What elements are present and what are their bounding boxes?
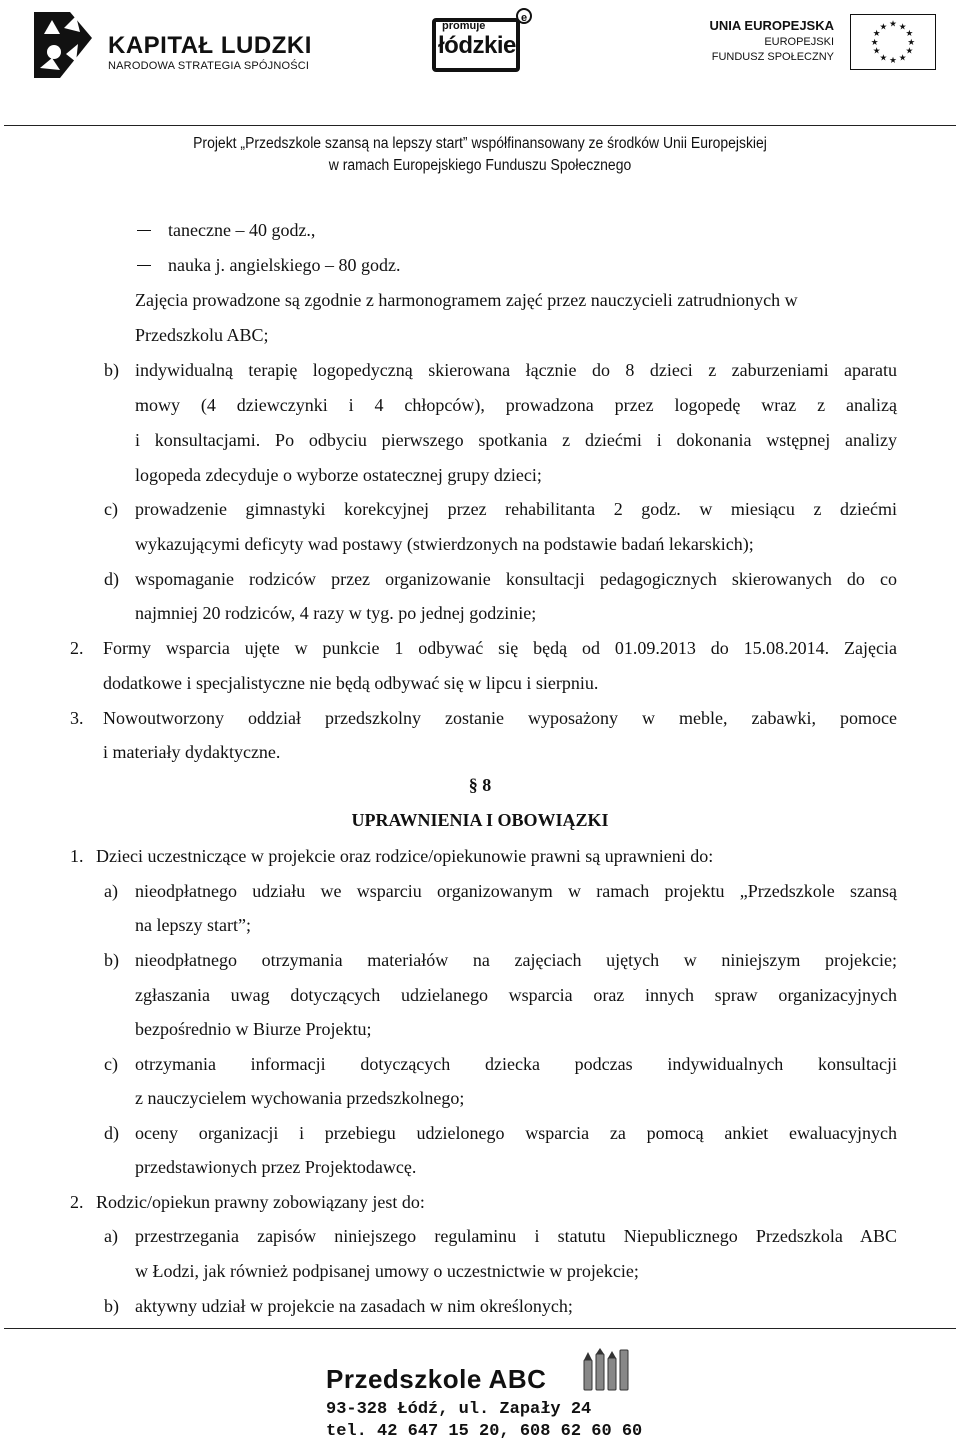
list-marker: 1. [70,846,84,866]
paragraph-line: na lepszy start”; [135,915,251,935]
section-number: § 8 [468,775,492,795]
svg-text:★: ★ [889,56,897,67]
svg-text:★: ★ [879,22,888,33]
paragraph-line: aktywny udział w projekcie na zasadach w nim określonych; [135,1296,573,1316]
footer-logo [320,1348,660,1444]
paragraph-line: przestrzegania zapisów niniejszego regulaminu i statutu Niepublicznego Przedszkola ABC [135,1226,897,1246]
dash-bullet-icon [137,230,151,231]
crayons-icon [578,1348,638,1392]
paragraph-line: prowadzenie gimnastyki korekcyjnej przez rehabilitanta 2 godz. w miesiącu z dziećmi [135,499,897,519]
kapital-ludzki-logo [30,6,312,86]
paragraph-line: logopeda zdecyduje o wyborze ostatecznej grupy dzieci; [135,465,542,485]
footer-address: 93-328 Łódź, ul. Zapały 24 [326,1400,592,1419]
paragraph-line: Zajęcia prowadzone są zgodnie z harmonogramem zajęć przez nauczycieli zatrudnionych w [135,290,798,310]
lodzkie-e-mark-icon: e [516,8,532,24]
kapital-ludzki-subtitle: NARODOWA STRATEGIA SPÓJNOŚCI [108,60,310,72]
paragraph-line: mowy (4 dziewczynki i 4 chłopców), prowadzona przez logopedę wraz z analizą [135,395,897,415]
list-marker: a) [104,881,118,901]
section-title: UPRAWNIENIA I OBOWIĄZKI [351,810,609,830]
list-marker: b) [104,360,119,380]
list-marker: 2. [70,1192,84,1212]
svg-text:★: ★ [907,37,916,48]
svg-text:★: ★ [872,46,881,57]
paragraph-line: indywidualną terapię logopedyczną skierowana łącznie do 8 dzieci z zaburzeniami aparatu [135,360,897,380]
list-marker: 3. [70,708,84,728]
paragraph-line: Dzieci uczestniczące w projekcie oraz rodzice/opiekunowie prawni są uprawnieni do: [96,846,714,866]
eu-logo-line3: FUNDUSZ SPOŁECZNY [711,51,834,63]
svg-text:★: ★ [879,53,888,64]
paragraph-line: Rodzic/opiekun prawny zobowiązany jest do: [96,1192,425,1212]
footer-divider [4,1328,956,1329]
paragraph-line: otrzymania informacji dotyczących dziecka podczas indywidualnych konsultacji [135,1054,897,1074]
svg-text:★: ★ [898,53,907,64]
eu-fund-logo [709,14,936,74]
svg-text:★: ★ [905,46,914,57]
paragraph-line: w Łodzi, jak również podpisanej umowy o uczestnictwie w projekcie; [135,1261,639,1281]
project-info-line1: Projekt „Przedszkole szansą na lepszy start” współfinansowany ze środków Unii Europejskiej [193,135,767,152]
lodzkie-logo-small-text: promuje [442,20,486,32]
paragraph-line: i materiały dydaktyczne. [103,742,281,762]
footer-company-name: Przedszkole ABC [326,1364,547,1394]
list-marker: b) [104,1296,119,1316]
paragraph-line: najmniej 20 rodziców, 4 razy w tyg. po jednej godzinie; [135,603,537,623]
list-item-dance: taneczne – 40 godz., [168,220,316,240]
paragraph-line: Nowoutworzony oddział przedszkolny zostanie wyposażony w meble, zabawki, pomoce [103,708,897,728]
list-marker: 2. [70,638,84,658]
list-marker: a) [104,1226,118,1246]
footer-contact: tel. 42 647 15 20, 608 62 60 60 [326,1422,643,1441]
paragraph-line: bezpośrednio w Biurze Projektu; [135,1019,372,1039]
eu-logo-line1: UNIA EUROPEJSKA [709,18,834,33]
svg-text:★: ★ [870,37,879,48]
paragraph-line: nieodpłatnego otrzymania materiałów na zajęciach ujętych w niniejszym projekcie; [135,950,897,970]
paragraph-line: z nauczycielem wychowania przedszkolnego; [135,1088,465,1108]
paragraph-line: nieodpłatnego udziału we wsparciu organizowanym w ramach projektu „Przedszkole szansą [135,881,897,901]
kapital-ludzki-title: KAPITAŁ LUDZKI [108,32,312,59]
kapital-ludzki-emblem-icon [30,8,96,82]
list-marker: d) [104,1123,119,1143]
list-marker: c) [104,499,118,519]
paragraph-line: Przedszkolu ABC; [135,325,269,345]
paragraph-line: wspomaganie rodziców przez organizowanie konsultacji pedagogicznych skierowanych do co [135,569,897,589]
eu-logo-line2: EUROPEJSKI [764,36,834,48]
svg-text:★: ★ [872,29,881,40]
paragraph-line: i konsultacjami. Po odbyciu pierwszego spotkania z dziećmi i dokonania wstępnej analizy [135,430,897,450]
paragraph-line: zgłaszania uwag dotyczących udzielanego wsparcia oraz innych spraw organizacyjnych [135,985,897,1005]
project-info-line2: w ramach Europejskiego Funduszu Społecznego [328,157,632,174]
svg-text:★: ★ [889,19,897,30]
lodzkie-logo-big-text: łódzkie [438,32,516,59]
paragraph-line: wykazującymi deficyty wad postawy (stwierdzonych na podstawie badań lekarskich); [135,534,754,554]
paragraph-line: dodatkowe i specjalistyczne nie będą odbywać się w lipcu i sierpniu. [103,673,599,693]
paragraph-line: przedstawionych przez Projektodawcę. [135,1157,417,1177]
dash-bullet-icon [137,265,151,266]
paragraph-line: oceny organizacji i przebiegu udzielonego wsparcia za pomocą ankiet ewaluacyjnych [135,1123,897,1143]
svg-text:★: ★ [905,29,914,40]
list-marker: b) [104,950,119,970]
header-divider [4,125,956,126]
promuje-lodzkie-logo [432,8,536,74]
list-marker: c) [104,1054,118,1074]
svg-text:★: ★ [898,22,907,33]
list-item-english: nauka j. angielskiego – 80 godz. [168,255,401,275]
list-marker: d) [104,569,119,589]
paragraph-line: Formy wsparcia ujęte w punkcie 1 odbywać się będą od 01.09.2013 do 15.08.2014. Zajęcia [103,638,897,658]
eu-flag-icon [850,14,936,70]
